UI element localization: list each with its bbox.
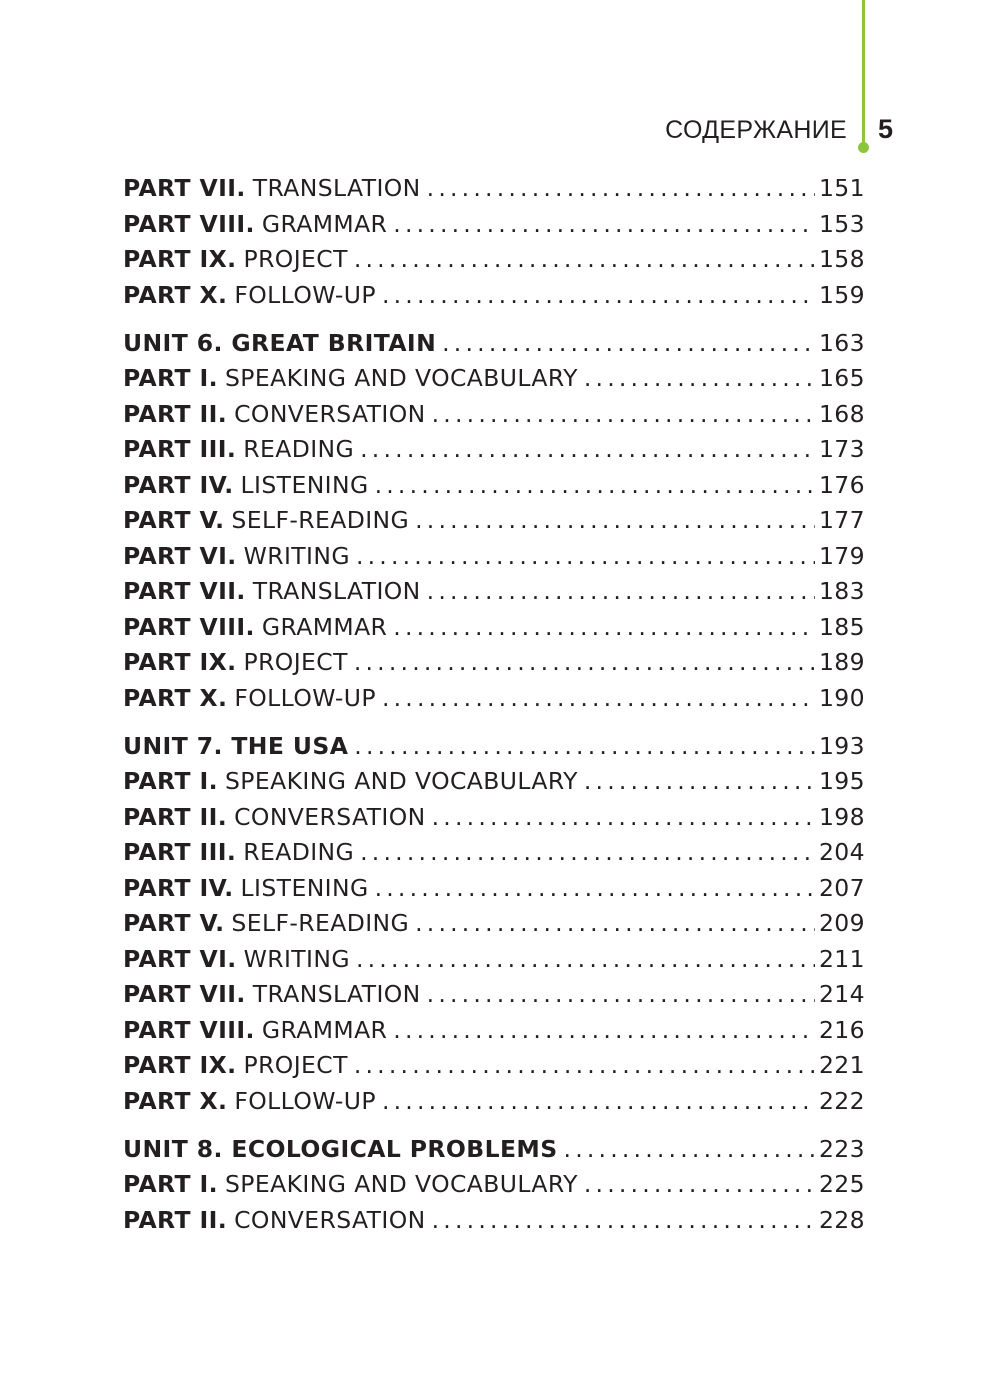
toc-part-entry[interactable] [123,539,865,575]
part-title: PROJECT [243,1051,348,1079]
part-title: CONVERSATION [234,802,426,831]
dot-leader [382,681,815,717]
part-number: PART X. [123,683,228,712]
toc-unit-entry[interactable] [123,729,865,765]
toc-part-entry[interactable] [123,610,865,646]
entry-page-number: 223 [818,1134,865,1163]
dot-leader [584,764,815,800]
toc-part-entry[interactable] [123,1167,865,1203]
entry-page-number: 222 [818,1086,865,1115]
table-of-contents [123,171,865,1238]
dot-leader [375,871,815,907]
part-number: PART VII. [123,174,246,202]
header-accent-dot [858,142,869,153]
toc-part-entry[interactable] [123,871,865,907]
part-title: WRITING [243,541,350,570]
part-title: SPEAKING AND VOCABULARY [224,1170,578,1198]
part-title: TRANSLATION [252,174,421,202]
toc-part-entry[interactable] [123,207,865,243]
entry-page-number: 185 [818,612,865,641]
dot-leader [584,361,815,397]
part-number: PART I. [123,1170,218,1198]
entry-page-number: 177 [818,506,865,534]
entry-page-number: 198 [818,802,865,831]
dot-leader [354,1048,815,1084]
part-title: GRAMMAR [261,209,388,238]
part-title: TRANSLATION [252,980,421,1008]
part-number: PART IV. [123,470,234,499]
toc-part-entry[interactable] [123,242,865,278]
entry-page-number: 228 [818,1205,865,1234]
part-number: PART II. [123,1205,228,1234]
dot-leader [432,397,815,433]
part-number: PART VIII. [123,612,255,641]
toc-unit-entry[interactable] [123,1132,865,1168]
entry-page-number: 168 [818,399,865,428]
entry-page-number: 207 [818,873,865,902]
dot-leader [375,468,815,504]
dot-leader [393,610,815,646]
part-number: PART VII. [123,980,246,1008]
part-title: LISTENING [240,873,369,902]
toc-part-entry[interactable] [123,1203,865,1239]
toc-part-entry[interactable] [123,1084,865,1120]
page-number: 5 [878,114,894,144]
part-number: PART VI. [123,541,237,570]
part-number: PART III. [123,838,237,866]
dot-leader [356,942,815,978]
toc-part-entry[interactable] [123,1013,865,1049]
part-title: WRITING [243,944,350,973]
unit-title: UNIT 7. THE USA [123,731,349,760]
dot-leader [360,432,815,468]
part-title: CONVERSATION [234,399,426,428]
entry-page-number: 173 [818,435,865,463]
dot-leader [432,1203,815,1239]
entry-page-number: 195 [818,767,865,795]
entry-page-number: 159 [818,280,865,309]
toc-part-entry[interactable] [123,835,865,871]
unit-title: UNIT 6. GREAT BRITAIN [123,328,437,357]
entry-page-number: 204 [818,838,865,866]
toc-part-entry[interactable] [123,503,865,539]
unit-title: UNIT 8. ECOLOGICAL PROBLEMS [123,1134,558,1163]
part-title: GRAMMAR [261,1015,388,1044]
dot-leader [584,1167,815,1203]
entry-page-number: 158 [818,245,865,273]
dot-leader [427,171,815,207]
toc-part-entry[interactable] [123,800,865,836]
part-title: TRANSLATION [252,577,421,605]
toc-part-entry[interactable] [123,764,865,800]
toc-part-entry[interactable] [123,906,865,942]
entry-page-number: 211 [818,944,865,973]
dot-leader [415,503,815,539]
part-title: FOLLOW-UP [234,280,376,309]
dot-leader [393,1013,815,1049]
toc-unit-entry[interactable] [123,326,865,362]
header-accent-rule [862,0,865,146]
entry-page-number: 189 [818,648,865,676]
entry-page-number: 209 [818,909,865,937]
toc-part-entry[interactable] [123,397,865,433]
toc-part-entry[interactable] [123,645,865,681]
entry-page-number: 214 [818,980,865,1008]
running-title: СОДЕРЖАНИЕ [665,116,847,144]
entry-page-number: 183 [818,577,865,605]
part-number: PART VII. [123,577,246,605]
dot-leader [354,242,815,278]
part-title: LISTENING [240,470,369,499]
toc-part-entry[interactable] [123,468,865,504]
entry-page-number: 225 [818,1170,865,1198]
part-title: READING [243,838,355,866]
toc-part-entry[interactable] [123,171,865,207]
toc-part-entry[interactable] [123,278,865,314]
dot-leader [356,539,815,575]
dot-leader [382,1084,815,1120]
part-title: SELF-READING [231,506,410,534]
part-title: SPEAKING AND VOCABULARY [224,767,578,795]
part-title: FOLLOW-UP [234,1086,376,1115]
toc-part-entry[interactable] [123,361,865,397]
toc-part-entry[interactable] [123,432,865,468]
part-number: PART I. [123,767,218,795]
part-number: PART II. [123,802,228,831]
entry-page-number: 151 [818,174,865,202]
part-number: PART X. [123,1086,228,1115]
dot-leader [354,729,815,765]
entry-page-number: 190 [818,683,865,712]
part-title: READING [243,435,355,463]
dot-leader [427,977,815,1013]
dot-leader [427,574,815,610]
toc-part-entry[interactable] [123,574,865,610]
part-number: PART IX. [123,648,237,676]
part-title: PROJECT [243,245,348,273]
part-number: PART III. [123,435,237,463]
entry-page-number: 163 [818,328,865,357]
dot-leader [382,278,815,314]
dot-leader [432,800,815,836]
part-number: PART II. [123,399,228,428]
toc-part-entry[interactable] [123,681,865,717]
dot-leader [442,326,815,362]
part-title: CONVERSATION [234,1205,426,1234]
part-number: PART IX. [123,1051,237,1079]
part-number: PART IV. [123,873,234,902]
part-title: FOLLOW-UP [234,683,376,712]
entry-page-number: 193 [818,731,865,760]
part-title: SELF-READING [231,909,410,937]
dot-leader [360,835,815,871]
entry-page-number: 221 [818,1051,865,1079]
part-number: PART V. [123,506,225,534]
entry-page-number: 176 [818,470,865,499]
part-number: PART VIII. [123,1015,255,1044]
entry-page-number: 216 [818,1015,865,1044]
part-number: PART X. [123,280,228,309]
part-number: PART VI. [123,944,237,973]
part-title: GRAMMAR [261,612,388,641]
toc-part-entry[interactable] [123,977,865,1013]
dot-leader [354,645,815,681]
part-title: SPEAKING AND VOCABULARY [224,364,578,392]
entry-page-number: 179 [818,541,865,570]
dot-leader [393,207,815,243]
entry-page-number: 165 [818,364,865,392]
dot-leader [415,906,815,942]
entry-page-number: 153 [818,209,865,238]
dot-leader [564,1132,815,1168]
toc-part-entry[interactable] [123,942,865,978]
part-title: PROJECT [243,648,348,676]
toc-part-entry[interactable] [123,1048,865,1084]
part-number: PART VIII. [123,209,255,238]
part-number: PART V. [123,909,225,937]
part-number: PART IX. [123,245,237,273]
part-number: PART I. [123,364,218,392]
